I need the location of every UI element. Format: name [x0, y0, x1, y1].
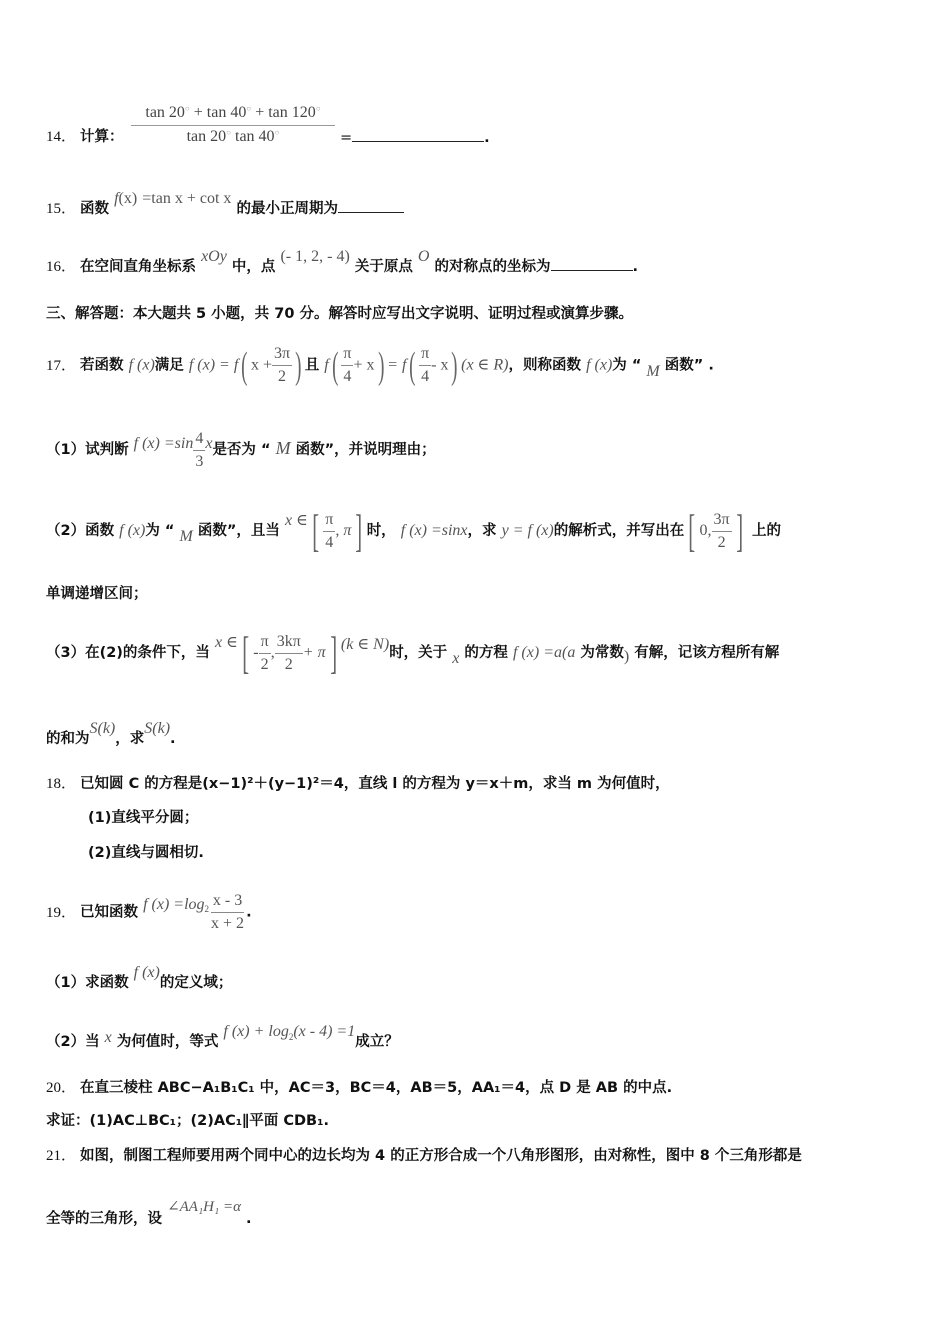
q19-part-1: （1）求函数 f (x)的定义域； [46, 964, 233, 991]
q17-part-3-continued: 的和为S(k)，求S(k). [46, 720, 176, 747]
answer-blank[interactable] [551, 256, 633, 271]
question-14 [46, 127, 124, 147]
q17-part-3: （3）在(2)的条件下，当 x ∈[ - $\frac{\pi}{2}$ , $\frac{3k\pi}{2}$ + π] (k ∈ N)时，关于 x 的方程 f (x) =a(a 为常数) 有解，记该方程所有解 [46, 627, 780, 678]
question-16: 16． 在空间直角坐标系 xOy 中，点 (- 1, 2, - 4) 关于原点 O 的对称点的坐标为 . [46, 248, 639, 275]
q14-numerator: tan 20○ + tan 40○ + tan 120○ [131, 104, 335, 126]
section-heading: 三、解答题：本大题共 5 小题，共 70 分。解答时应写出文字说明、证明过程或演算步骤。 [46, 306, 633, 322]
q15-formula: f(x) =tan x + cot x [114, 190, 232, 207]
question-17: 17． 若函数 f (x)满足 f (x) = f( x + $\frac{3\pi}{2}$ ) 且 f( $\frac{\pi}{4}$ + x) = f( $\frac{\pi}{4}$ - x) (x ∈ R)，则称函数 f (x)为 “ M 函数” . [46, 344, 714, 387]
question-19: 19． 已知函数 f $(x) =\log_2$ $\frac{x - 3}{x + 2}$ . [46, 892, 252, 932]
question-15: 15． 函数 f(x) =tan x + cot x 的最小正周期为 [46, 198, 404, 219]
q14-answer: = . [340, 127, 490, 148]
q18-part-2: (2)直线与圆相切. [88, 845, 204, 861]
q18-part-1: (1)直线平分圆； [88, 810, 199, 826]
answer-blank[interactable] [338, 198, 404, 213]
q21-continued: 全等的三角形，设 ∠AA₁H₁ =α . [46, 1199, 252, 1227]
q14-denominator: tan 20○ tan 40○ [186, 128, 280, 145]
q17-part-2-continued: 单调递增区间； [46, 586, 148, 602]
q20-proof: 求证：(1)AC⊥BC₁；(2)AC₁∥平面 CDB₁. [46, 1113, 329, 1129]
q14-fraction [131, 104, 335, 146]
question-18: 18． 已知圆 C 的方程是(x−1)²＋(y−1)²＝4，直线 l 的方程为 y＝x＋m，求当 m 为何值时， [46, 776, 670, 792]
question-label: 计算： [80, 129, 124, 145]
q17-part-2: （2）函数 f (x)为 “ M 函数”，且当 x ∈[ $\frac{\pi}{4}$ , π] 时， f (x) =sinx，求 y = f (x)的解析式，并写出在[ 0, $\frac{3\pi}{2}$ ] 上的 [46, 505, 781, 556]
q17-part-1: （1）试判断 f (x) =sin $\frac{4}{3}$ x是否为 “ M 函数”，并说明理由； [46, 429, 436, 470]
answer-blank[interactable] [352, 127, 484, 142]
q19-part-2: （2）当 x 为何值时，等式 f $(x) + \log_2(x - 4) =1$成立？ [46, 1023, 399, 1050]
question-20: 20． 在直三棱柱 ABC−A₁B₁C₁ 中，AC＝3，BC＝4，AB＝5，AA₁＝4，点 D 是 AB 的中点. [46, 1080, 673, 1096]
question-number: 14． [46, 129, 77, 145]
question-21: 21． 如图，制图工程师要用两个同中心的边长均为 4 的正方形合成一个八角形图形，由对称性，图中 8 个三角形都是 [46, 1148, 802, 1164]
